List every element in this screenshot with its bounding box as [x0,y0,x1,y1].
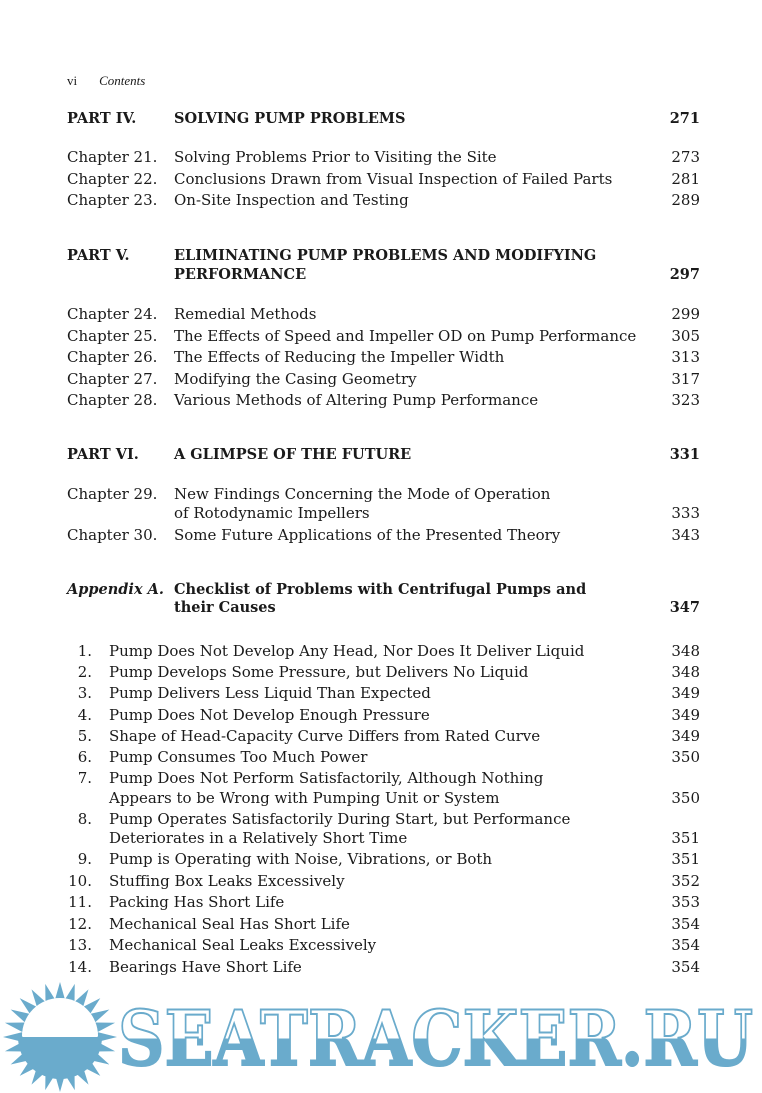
page-number: 271 [669,110,700,127]
chapter-entry [0,147,762,167]
item-number: 4. [77,706,92,724]
item-number: 5. [77,727,92,745]
page-number: 297 [669,266,700,283]
page-number: 313 [671,348,700,366]
appendix-heading-cont [0,598,762,618]
part-title: ELIMINATING PUMP PROBLEMS AND MODIFYING [174,247,597,264]
chapter-title: Some Future Applications of the Presented Theory [174,526,561,544]
chapter-label: Chapter 24. [67,305,158,323]
running-header [67,73,145,89]
chapter-entry [0,169,762,189]
page-number: 351 [671,850,700,868]
checklist-item [0,935,762,955]
item-title: Pump Delivers Less Liquid Than Expected [109,684,431,702]
chapter-label: Chapter 25. [67,327,158,345]
item-title: Stuffing Box Leaks Excessively [109,872,345,890]
part-title: PERFORMANCE [174,266,307,283]
checklist-item [0,641,762,661]
chapter-entry [0,484,762,504]
page-number: 353 [671,893,700,911]
chapter-title: The Effects of Reducing the Impeller Width [174,348,505,366]
checklist-item [0,726,762,746]
item-title: Pump Develops Some Pressure, but Delivers No Liquid [109,663,529,681]
checklist-item [0,683,762,703]
page-number: 354 [671,915,700,933]
chapter-title: On-Site Inspection and Testing [174,191,409,209]
chapter-label: Chapter 30. [67,526,158,544]
part-heading-cont [0,265,762,285]
page-number: 350 [671,748,700,766]
appendix-heading [0,580,762,600]
sun-icon [3,982,117,1092]
item-number: 13. [68,936,92,954]
part-heading [0,445,762,465]
item-title: Mechanical Seal Has Short Life [109,915,350,933]
appendix-label: Appendix A. [67,581,164,598]
item-title: Packing Has Short Life [109,893,285,911]
item-title: Pump Does Not Develop Any Head, Nor Does It Deliver Liquid [109,642,585,660]
checklist-item [0,849,762,869]
chapter-label: Chapter 22. [67,170,158,188]
chapter-entry [0,190,762,210]
part-heading [0,109,762,129]
chapter-title: New Findings Concerning the Mode of Operation [174,485,551,503]
chapter-entry [0,326,762,346]
item-number: 7. [77,769,92,787]
page-number: 273 [671,148,700,166]
part-label: PART V. [67,247,130,264]
chapter-entry [0,369,762,389]
item-title: Pump Consumes Too Much Power [109,748,368,766]
checklist-item [0,957,762,977]
page-number: 349 [671,706,700,724]
chapter-entry [0,525,762,545]
page-number: 317 [671,370,700,388]
checklist-item [0,768,762,788]
chapter-entry [0,347,762,367]
sun-ray [5,1022,25,1032]
watermark-logo [0,980,762,1093]
item-title: Pump is Operating with Noise, Vibrations, or Both [109,850,493,868]
item-number: 8. [77,810,92,828]
page-number: 289 [671,191,700,209]
chapter-title: Modifying the Casing Geometry [174,370,417,388]
page-number: 331 [669,446,700,463]
part-title: A GLIMPSE OF THE FUTURE [174,446,412,463]
appendix-title: Checklist of Problems with Centrifugal Pumps and [174,581,587,598]
item-number: 14. [68,958,92,976]
page-number: 354 [671,936,700,954]
page-number: 348 [671,663,700,681]
chapter-title: Remedial Methods [174,305,317,323]
page-number: 299 [671,305,700,323]
page-number: 343 [671,526,700,544]
chapter-title: Various Methods of Altering Pump Performance [174,391,539,409]
item-title: Shape of Head-Capacity Curve Differs from Rated Curve [109,727,541,745]
page-number: 333 [671,504,700,522]
checklist-item [0,747,762,767]
page-number: vi [67,73,78,88]
item-number: 3. [77,684,92,702]
item-title: Mechanical Seal Leaks Excessively [109,936,377,954]
chapter-label: Chapter 26. [67,348,158,366]
chapter-entry [0,390,762,410]
item-number: 9. [77,850,92,868]
page-number: 349 [671,727,700,745]
running-title: Contents [99,73,146,88]
page-number: 354 [671,958,700,976]
chapter-label: Chapter 27. [67,370,158,388]
page-number: 350 [671,789,700,807]
checklist-item [0,662,762,682]
chapter-entry [0,304,762,324]
part-heading [0,246,762,266]
page-number: 347 [669,599,700,616]
item-title: Bearings Have Short Life [109,958,302,976]
checklist-item-cont [0,788,762,808]
item-number: 12. [68,915,92,933]
item-number: 2. [77,663,92,681]
page-number: 323 [671,391,700,409]
page-number: 305 [671,327,700,345]
page-number: 352 [671,872,700,890]
part-title: SOLVING PUMP PROBLEMS [174,110,406,127]
chapter-title: Conclusions Drawn from Visual Inspection of Failed Parts [174,170,613,188]
checklist-item [0,809,762,829]
chapter-title: The Effects of Speed and Impeller OD on Pump Performance [174,327,637,345]
chapter-label: Chapter 23. [67,191,158,209]
sun-ray [95,1022,115,1032]
chapter-title: of Rotodynamic Impellers [174,504,370,522]
part-label: PART IV. [67,110,137,127]
page-number: 349 [671,684,700,702]
item-number: 1. [77,642,92,660]
part-label: PART VI. [67,446,139,463]
checklist-item [0,914,762,934]
chapter-label: Chapter 29. [67,485,158,503]
chapter-label: Chapter 21. [67,148,158,166]
checklist-item [0,705,762,725]
item-number: 11. [68,893,92,911]
page-number: 348 [671,642,700,660]
item-title: Pump Operates Satisfactorily During Start, but Performance [109,810,571,828]
item-title: Deteriorates in a Relatively Short Time [109,829,408,847]
chapter-entry-cont [0,503,762,523]
item-title: Pump Does Not Develop Enough Pressure [109,706,430,724]
checklist-item [0,892,762,912]
chapter-label: Chapter 28. [67,391,158,409]
page-number: 281 [671,170,700,188]
item-title: Pump Does Not Perform Satisfactorily, Although Nothing [109,769,544,787]
appendix-title: their Causes [174,599,276,616]
checklist-item-cont [0,828,762,848]
page-number: 351 [671,829,700,847]
item-title: Appears to be Wrong with Pumping Unit or System [109,789,500,807]
checklist-item [0,871,762,891]
chapter-title: Solving Problems Prior to Visiting the Site [174,148,497,166]
item-number: 10. [68,872,92,890]
item-number: 6. [77,748,92,766]
svg-text:SEATRACKER.RU: SEATRACKER.RU [118,994,753,1083]
sun-ray [55,982,65,999]
